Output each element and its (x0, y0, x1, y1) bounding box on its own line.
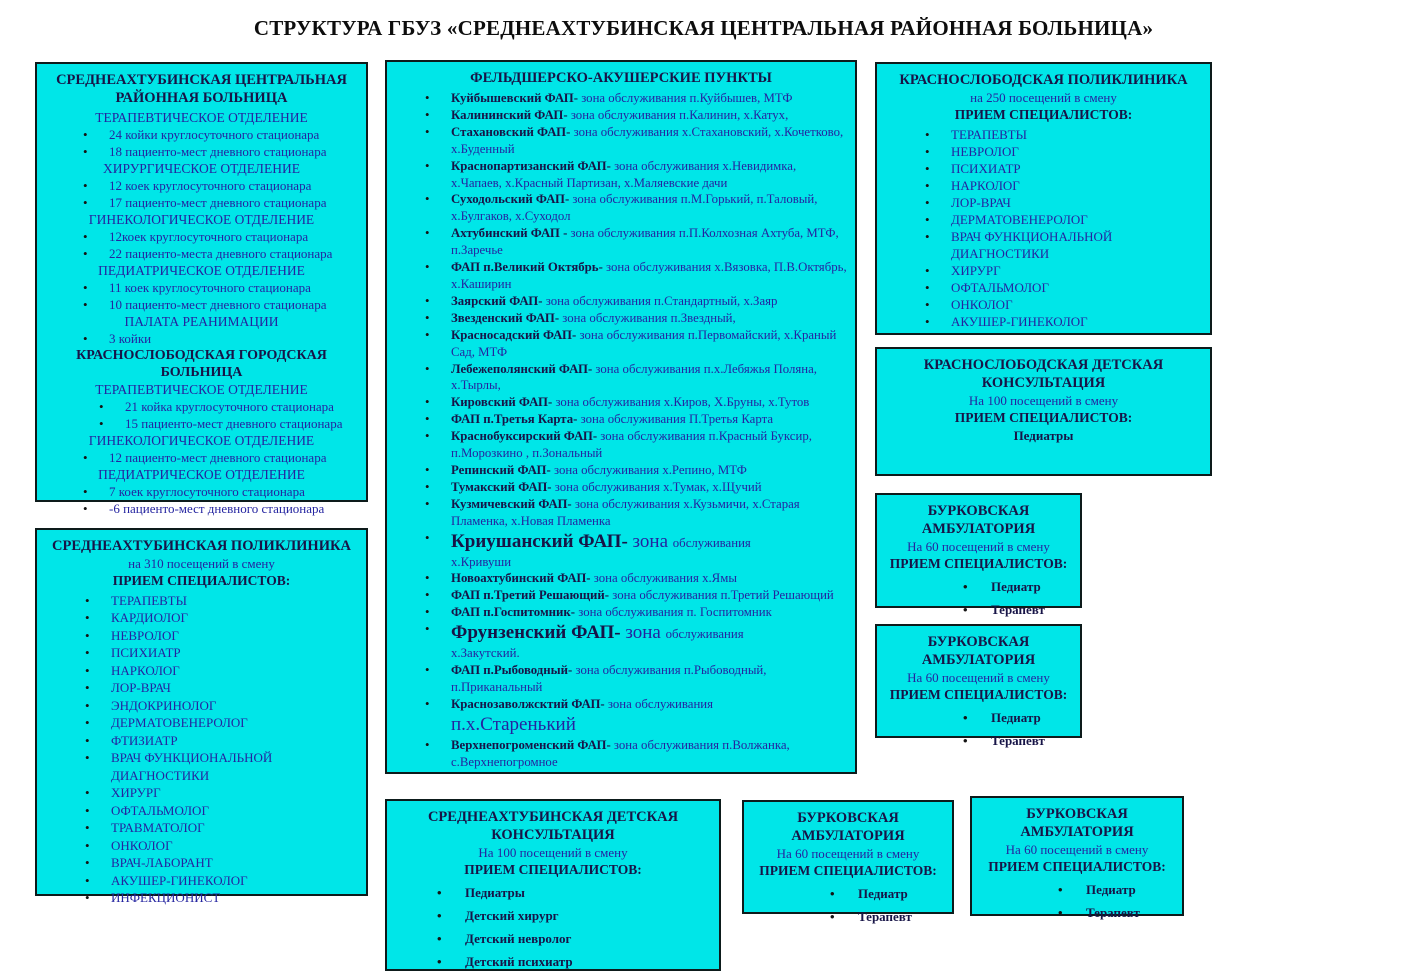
specialist-list (752, 882, 944, 928)
fap-item (395, 361, 847, 395)
text-run: зона обслуживания п. Госпитомник (575, 605, 772, 620)
text-run: п.х.Старенький (451, 713, 576, 735)
box-title: БУРКОВСКАЯ АМБУЛАТОРИЯ (791, 810, 905, 844)
text-run: зона (632, 530, 673, 552)
section-heading: ГИНЕКОЛОГИЧЕСКОЕ ОТДЕЛЕНИЕ (88, 433, 315, 448)
reception-heading: ПРИЕМ СПЕЦИАЛИСТОВ: (759, 863, 937, 878)
box-sredneakhtubinskaya-polyclinic (35, 528, 368, 905)
specialist-item: • ФТИЗИАТР (45, 732, 358, 750)
text-run: зона обслуживания п.Первомайский, х.Краный Сад, МТФ (451, 327, 837, 359)
box-title: ФЕЛЬДШЕРСКО-АКУШЕРСКИЕ ПУНКТЫ (470, 70, 772, 86)
fap-item (395, 293, 847, 310)
text-run: Ахтубинский ФАП - (451, 226, 568, 241)
specialist-item: • ЛОР-ВРАЧ (885, 194, 1202, 211)
fap-item (395, 259, 847, 293)
specialist-item: • НАРКОЛОГ (45, 662, 358, 680)
specialist-item: • ПСИХИАТР (885, 160, 1202, 177)
box-title: БУРКОВСКАЯ АМБУЛАТОРИЯ (921, 634, 1036, 668)
text-run: зона обслуживания п.х.Лебяжья Поляна, х.Тырлы, (451, 361, 817, 393)
fap-list (395, 90, 847, 771)
box-burkovskaya-ambulatory-3 (742, 800, 954, 924)
section-heading: ПЕДИАТРИЧЕСКОЕ ОТДЕЛЕНИЕ (98, 263, 305, 278)
text-run: зона обслуживания х.Кузьмичи, х.Старая Пламенка, х.Новая Пламенка (451, 496, 800, 528)
specialist-item: • Терапевт (885, 598, 1072, 621)
text-run: зона обслуживания х.Ямы (590, 571, 737, 586)
specialist-item: • ДЕРМАТОВЕНЕРОЛОГ (45, 714, 358, 732)
bullet-item: • 10 пациенто-мест дневного стационара (45, 296, 358, 313)
section-heading: ГИНЕКОЛОГИЧЕСКОЕ ОТДЕЛЕНИЕ (88, 212, 315, 227)
specialist-item: • ТЕРАПЕВТЫ (45, 592, 358, 610)
text-run: обслуживания (672, 535, 751, 550)
visits-per-shift: На 60 посещений в смену (1005, 842, 1149, 857)
specialist-item: • ЛОР-ВРАЧ (45, 679, 358, 697)
fap-item (395, 225, 847, 259)
text-run: Верхнепогроменский ФАП- (451, 737, 611, 752)
text-run: Заярский ФАП- (451, 293, 543, 308)
bullet-item: • 17 пациенто-мест дневного стационара (45, 194, 358, 211)
fap-item (395, 124, 847, 158)
specialist-list (885, 706, 1072, 752)
visits-per-shift: На 60 посещений в смену (776, 846, 920, 861)
text-run: Кировский ФАП- (451, 395, 553, 410)
box-feldsher-midwife-stations (385, 60, 857, 774)
page-title: СТРУКТУРА ГБУЗ «СРЕДНЕАХТУБИНСКАЯ ЦЕНТРАЛЬНАЯ РАЙОННАЯ БОЛЬНИЦА» (253, 16, 1154, 40)
box-krasnoslobodskaya-child-consultation (875, 347, 1212, 476)
specialist-item: • Педиатр (885, 706, 1072, 729)
fap-item (395, 462, 847, 479)
text-run: Краснопартизанский ФАП- (451, 158, 611, 173)
bullet-item: • 3 койки (45, 330, 358, 347)
fap-item (395, 428, 847, 462)
fap-item (395, 587, 847, 604)
specialist-item: • Педиатр (752, 882, 944, 905)
specialist-item: • Терапевт (752, 905, 944, 928)
text-run: Куйбышевский ФАП- (451, 91, 578, 105)
text-run: зона (625, 622, 666, 644)
specialist-item: • ПСИХИАТР (45, 644, 358, 662)
text-run: зона обслуживания х.Стахановский, х.Кочетково, х.Буденный (451, 124, 844, 156)
text-run: Лебежеполянский ФАП- (451, 361, 593, 376)
text-run: Красносадский ФАП- (451, 327, 577, 342)
text-run: обслуживания (665, 627, 744, 642)
box-krasnoslobodskaya-polyclinic (875, 62, 1212, 335)
bullet-item: • 7 коек круглосуточного стационара (45, 483, 358, 500)
box-title: СРЕДНЕАХТУБИНСКАЯ ДЕТСКАЯ КОНСУЛЬТАЦИЯ (427, 809, 679, 843)
reception-heading: ПРИЕМ СПЕЦИАЛИСТОВ: (889, 687, 1068, 702)
box-burkovskaya-ambulatory-1 (875, 493, 1082, 617)
bullet-item: • 11 коек круглосуточного стационара (45, 279, 358, 296)
specialist-item: • ХИРУРГ (45, 784, 358, 802)
specialist-item: • Детский психиатр (395, 950, 711, 973)
visits-per-shift: На 100 посещений в смену (478, 845, 628, 860)
fap-item (395, 570, 847, 587)
specialist-item: • КАРДИОЛОГ (45, 609, 358, 627)
box-burkovskaya-ambulatory-4 (970, 796, 1184, 920)
text-run: зона обслуживания п.Куйбышев, МТФ (578, 91, 793, 105)
specialist-item: • ОНКОЛОГ (45, 837, 358, 855)
fap-item (395, 90, 847, 107)
reception-heading: ПРИЕМ СПЕЦИАЛИСТОВ: (464, 862, 642, 877)
specialist-item: • НЕВРОЛОГ (885, 143, 1202, 160)
text-run: х.Закутский. (451, 646, 520, 661)
reception-heading: ПРИЕМ СПЕЦИАЛИСТОВ: (112, 573, 291, 588)
bullet-item: • 12коек круглосуточного стационара (45, 228, 358, 245)
specialist-item: • ОФТАЛЬМОЛОГ (885, 279, 1202, 296)
text-run: зона обслуживания п.П.Колхозная Ахтуба, МТФ, п.Заречье (451, 226, 839, 258)
fap-item (395, 696, 847, 737)
section-heading: ПЕДИАТРИЧЕСКОЕ ОТДЕЛЕНИЕ (98, 467, 305, 482)
text-run: зона обслуживания (604, 696, 714, 711)
text-run: зона обслуживания п.Красный Буксир, п.Морозкино , п.Зональный (451, 429, 812, 461)
specialist-item: • Педиатры (395, 881, 711, 904)
text-run: зона обслуживания п.Третий Решающий (609, 588, 834, 603)
section-heading: ТЕРАПЕВТИЧЕСКОЕ ОТДЕЛЕНИЕ (95, 110, 308, 125)
specialist-item: • ВРАЧ-ЛАБОРАНТ (45, 854, 358, 872)
visits-per-shift: На 60 посещений в смену (907, 670, 1050, 685)
text-run: ФАП п.Госпитомник- (451, 605, 576, 620)
fap-item (395, 496, 847, 530)
reception-heading: ПРИЕМ СПЕЦИАЛИСТОВ: (954, 410, 1133, 425)
text-run: Репинский ФАП- (451, 462, 551, 477)
specialist-item: • ЭНДОКРИНОЛОГ (45, 697, 358, 715)
text-run: зона обслуживания П.Третья Карта (577, 412, 774, 427)
bullet-item: • -6 пациенто-мест дневного стационара (45, 500, 358, 517)
text-run: Звезденский ФАП- (451, 310, 560, 325)
specialist-item: • ВРАЧ ФУНКЦИОНАЛЬНОЙ ДИАГНОСТИКИ (885, 228, 1202, 262)
section-heading: ПАЛАТА РЕАНИМАЦИИ (124, 314, 279, 329)
section-heading: КРАСНОСЛОБОДСКАЯ ГОРОДСКАЯ БОЛЬНИЦА (76, 348, 327, 380)
box-title: КРАСНОСЛОБОДСКАЯ ПОЛИКЛИНИКА (899, 72, 1188, 88)
box-sredneakhtubinskaya-child-consultation (385, 799, 721, 971)
section-heading: ХИРУРГИЧЕСКОЕ ОТДЕЛЕНИЕ (103, 161, 300, 176)
hospital-departments (45, 109, 358, 517)
text-run: Краснобуксирский ФАП- (451, 429, 598, 444)
text-run: зона обслуживания х.Невидимка, х.Чапаев, х.Красный Партизан, х.Маляевские дачи (451, 158, 797, 190)
bullet-item: • 15 пациенто-мест дневного стационара (45, 415, 358, 432)
text-run: зона обслуживания х.Репино, МТФ (550, 462, 747, 477)
fap-item (395, 604, 847, 621)
specialist-list (980, 878, 1174, 924)
text-run: Новоахтубинский ФАП- (451, 571, 591, 586)
specialist-item: • НЕВРОЛОГ (45, 627, 358, 645)
specialist-item: • Терапевт (980, 901, 1174, 924)
visits-per-shift: на 310 посещений в смену (128, 556, 275, 571)
specialist-item: • Детский хирург (395, 904, 711, 927)
text-run: зона обслуживания п.Стандартный, х.Заяр (542, 293, 778, 308)
text-run: Калининский ФАП- (451, 107, 568, 122)
fap-item (395, 479, 847, 496)
text-run: ФАП п.Великий Октябрь- (451, 260, 603, 275)
text-run: Криушанский ФАП- (451, 530, 633, 552)
fap-item (395, 158, 847, 192)
text-run: ФАП п.Третья Карта- (451, 412, 578, 427)
box-burkovskaya-ambulatory-2 (875, 624, 1082, 748)
box-title: БУРКОВСКАЯ АМБУЛАТОРИЯ (921, 503, 1036, 537)
box-title: СРЕДНЕАХТУБИНСКАЯ ПОЛИКЛИНИКА (52, 538, 351, 554)
specialist-list (45, 592, 358, 907)
text-run: зона обслуживания п.Звездный, (559, 310, 736, 325)
specialist-item: • АКУШЕР-ГИНЕКОЛОГ (45, 872, 358, 890)
bullet-item: • 12 коек круглосуточного стационара (45, 177, 358, 194)
bullet-item: • 22 пациенто-места дневного стационара (45, 245, 358, 262)
specialist-item: • Терапевт (885, 729, 1072, 752)
text-run: Фрунзенский ФАП- (451, 622, 626, 644)
bullet-item: • 18 пациенто-мест дневного стационара (45, 143, 358, 160)
box-title: СРЕДНЕАХТУБИНСКАЯ ЦЕНТРАЛЬНАЯ РАЙОННАЯ БОЛЬНИЦА (56, 72, 347, 106)
specialist-item: • ДЕРМАТОВЕНЕРОЛОГ (885, 211, 1202, 228)
specialist-list (885, 575, 1072, 621)
fap-item (395, 662, 847, 696)
text-run: зона обслуживания п.Калинин, х.Катух, (567, 107, 789, 122)
specialist-plain: Педиатры (1013, 427, 1074, 443)
specialist-item: • Педиатр (980, 878, 1174, 901)
specialist-item: • ТРАВМАТОЛОГ (45, 819, 358, 837)
text-run: Стахановский ФАП- (451, 124, 571, 139)
fap-item (395, 411, 847, 428)
text-run: ФАП п.Третий Решающий- (451, 588, 610, 603)
specialist-item: • ХИРУРГ (885, 262, 1202, 279)
fap-item (395, 621, 847, 662)
specialist-item: • Детский невролог (395, 927, 711, 950)
box-title: БУРКОВСКАЯ АМБУЛАТОРИЯ (1020, 806, 1134, 840)
fap-item (395, 327, 847, 361)
text-run: Краснозаволжсктий ФАП- (451, 696, 605, 711)
specialist-item: • ВРАЧ ФУНКЦИОНАЛЬНОЙ ДИАГНОСТИКИ (45, 749, 358, 784)
specialist-item: • ТЕРАПЕВТЫ (885, 126, 1202, 143)
reception-heading: ПРИЕМ СПЕЦИАЛИСТОВ: (954, 107, 1133, 122)
specialist-item: • ИНФЕКЦИОНИСТ (45, 889, 358, 907)
box-title: КРАСНОСЛОБОДСКАЯ ДЕТСКАЯ КОНСУЛЬТАЦИЯ (923, 357, 1164, 391)
section-heading: ТЕРАПЕВТИЧЕСКОЕ ОТДЕЛЕНИЕ (95, 382, 308, 397)
fap-item (395, 394, 847, 411)
specialist-item: • НАРКОЛОГ (885, 177, 1202, 194)
visits-per-shift: На 100 посещений в смену (968, 393, 1119, 408)
reception-heading: ПРИЕМ СПЕЦИАЛИСТОВ: (988, 859, 1166, 874)
text-run: Тумакский ФАП- (451, 479, 552, 494)
reception-heading: ПРИЕМ СПЕЦИАЛИСТОВ: (889, 556, 1068, 571)
text-run: зона обслуживания п.Волжанка, с.Верхнепогромное (451, 737, 790, 769)
text-run: Кузмичевский ФАП- (451, 496, 572, 511)
fap-item (395, 107, 847, 124)
fap-item (395, 191, 847, 225)
specialist-list (885, 126, 1202, 330)
text-run: зона обслуживания п.М.Горький, п.Таловый, х.Булгаков, х.Суходол (451, 192, 818, 224)
text-run: ФАП п.Рыбоводный- (451, 663, 573, 678)
bullet-item: • 21 койка круглосуточного стационара (45, 398, 358, 415)
text-run: Суходольский ФАП- (451, 192, 570, 207)
text-run: х.Кривуши (451, 554, 512, 569)
text-run: зона обслуживания х.Тумак, х.Щучий (551, 479, 762, 494)
bullet-item: • 12 пациенто-мест дневного стационара (45, 449, 358, 466)
specialist-item: • ОФТАЛЬМОЛОГ (45, 802, 358, 820)
bullet-item: • 24 койки круглосуточного стационара (45, 126, 358, 143)
fap-item (395, 530, 847, 571)
text-run: зона обслуживания х.Киров, Х.Бруны, х.Тутов (552, 395, 810, 410)
specialist-item: • ОНКОЛОГ (885, 296, 1202, 313)
specialist-item: • АКУШЕР-ГИНЕКОЛОГ (885, 313, 1202, 330)
specialist-item: • Педиатр (885, 575, 1072, 598)
fap-item (395, 737, 847, 771)
text-run: зона обслуживания п.Рыбоводный, п.Приканальный (451, 663, 767, 694)
visits-per-shift: на 250 посещений в смену (970, 90, 1117, 105)
fap-item (395, 310, 847, 327)
specialist-list (395, 881, 711, 973)
visits-per-shift: На 60 посещений в смену (907, 539, 1050, 554)
box-central-district-hospital (35, 62, 368, 516)
text-run: зона обслуживания х.Вязовка, П.В.Октябрь, х.Каширин (451, 260, 847, 291)
